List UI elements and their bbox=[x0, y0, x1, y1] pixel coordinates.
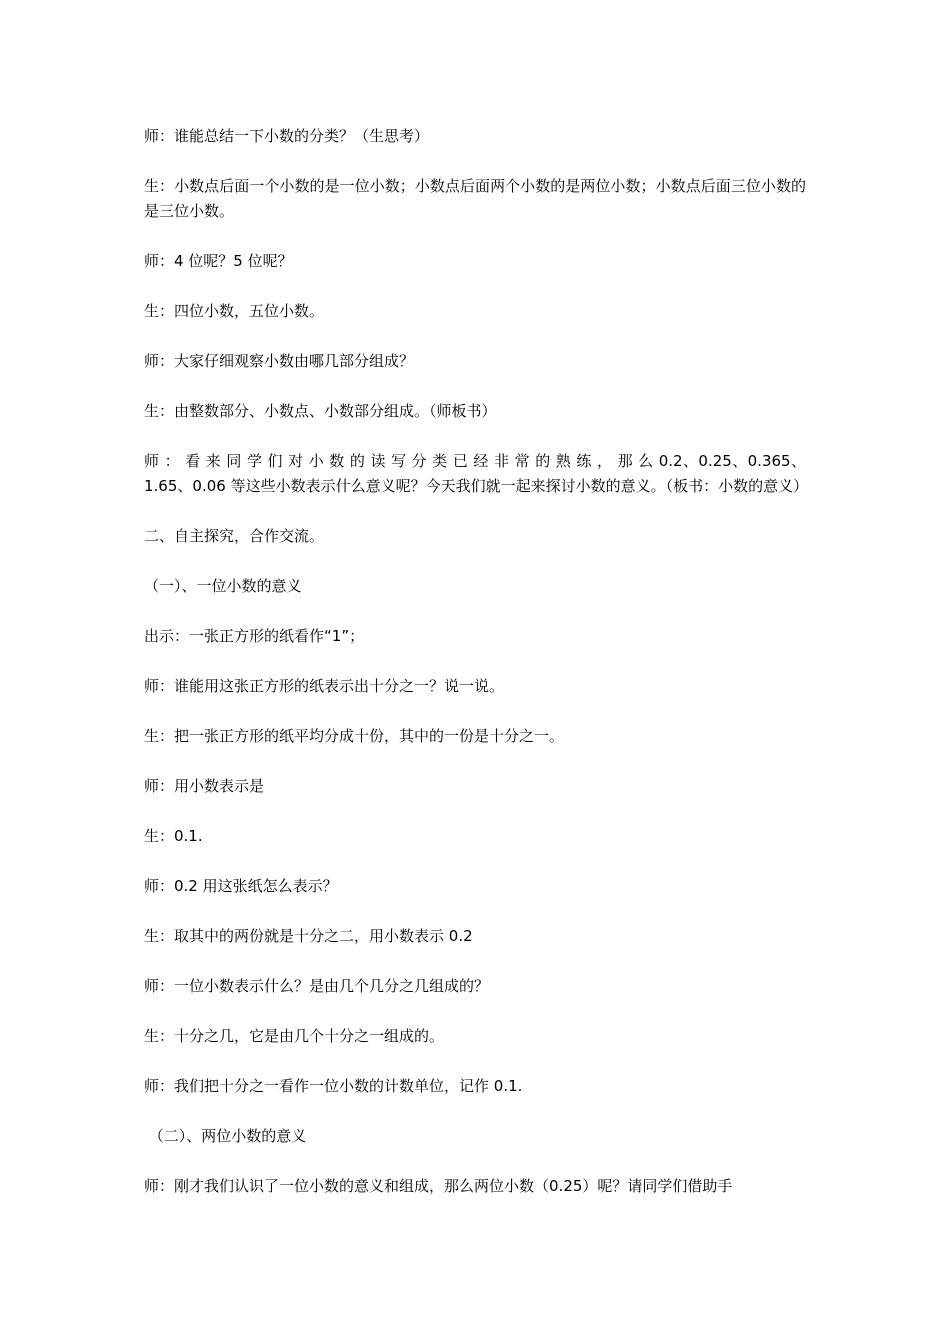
paragraph-teacher-meaning-intro: 师 ： 看 来 同 学 们 对 小 数 的 读 写 分 类 已 经 非 常 的 熟 练 ， 那 么 0.2、0.25、0.365、1.65、0.06 等这些小数表示什么意义呢？今天我们就一起来探讨小数的意义。（板书：小数的意义） bbox=[144, 452, 809, 495]
paragraph-student-parts: 生：由整数部分、小数点、小数部分组成。（师板书） bbox=[144, 402, 497, 420]
document-body bbox=[144, 124, 809, 1224]
paragraph-student-4-5-digits: 生：四位小数，五位小数。 bbox=[144, 302, 325, 320]
paragraph-teacher-one-tenth: 师：谁能用这张正方形的纸表示出十分之一？说一说。 bbox=[144, 677, 505, 695]
paragraph-teacher-decimal-form: 师：用小数表示是 bbox=[144, 777, 265, 795]
paragraph-teacher-counting-unit: 师：我们把十分之一看作一位小数的计数单位，记作 0.1. bbox=[144, 1077, 523, 1095]
subsection-heading-one-decimal: （一）、一位小数的意义 bbox=[144, 577, 302, 595]
paragraph-teacher-two-decimal: 师：刚才我们认识了一位小数的意义和组成，那么两位小数（0.25）呢？请同学们借助手 bbox=[144, 1177, 733, 1195]
section-heading-explore: 二、自主探究，合作交流。 bbox=[144, 527, 325, 545]
paragraph-summary-question: 师：谁能总结一下小数的分类？（生思考） bbox=[144, 127, 430, 145]
paragraph-teacher-4-5-digits: 师：4 位呢？5 位呢？ bbox=[144, 252, 293, 270]
paragraph-student-0-2: 生：取其中的两份就是十分之二，用小数表示 0.2 bbox=[144, 927, 473, 945]
paragraph-student-classification: 生：小数点后面一个小数的是一位小数；小数点后面两个小数的是两位小数；小数点后面三位小数的是三位小数。 bbox=[144, 177, 806, 220]
paragraph-teacher-0-2: 师：0.2 用这张纸怎么表示？ bbox=[144, 877, 338, 895]
paragraph-show-square: 出示：一张正方形的纸看作“1”； bbox=[144, 627, 365, 645]
paragraph-student-0-1: 生：0.1. bbox=[144, 827, 203, 845]
paragraph-student-one-tenth: 生：把一张正方形的纸平均分成十份，其中的一份是十分之一。 bbox=[144, 727, 565, 745]
paragraph-teacher-one-decimal-meaning: 师：一位小数表示什么？是由几个几分之几组成的？ bbox=[144, 977, 490, 995]
subsection-heading-two-decimal: （二）、两位小数的意义 bbox=[144, 1127, 307, 1145]
paragraph-student-tenths: 生：十分之几，它是由几个十分之一组成的。 bbox=[144, 1027, 445, 1045]
paragraph-teacher-parts: 师：大家仔细观察小数由哪几部分组成？ bbox=[144, 352, 415, 370]
